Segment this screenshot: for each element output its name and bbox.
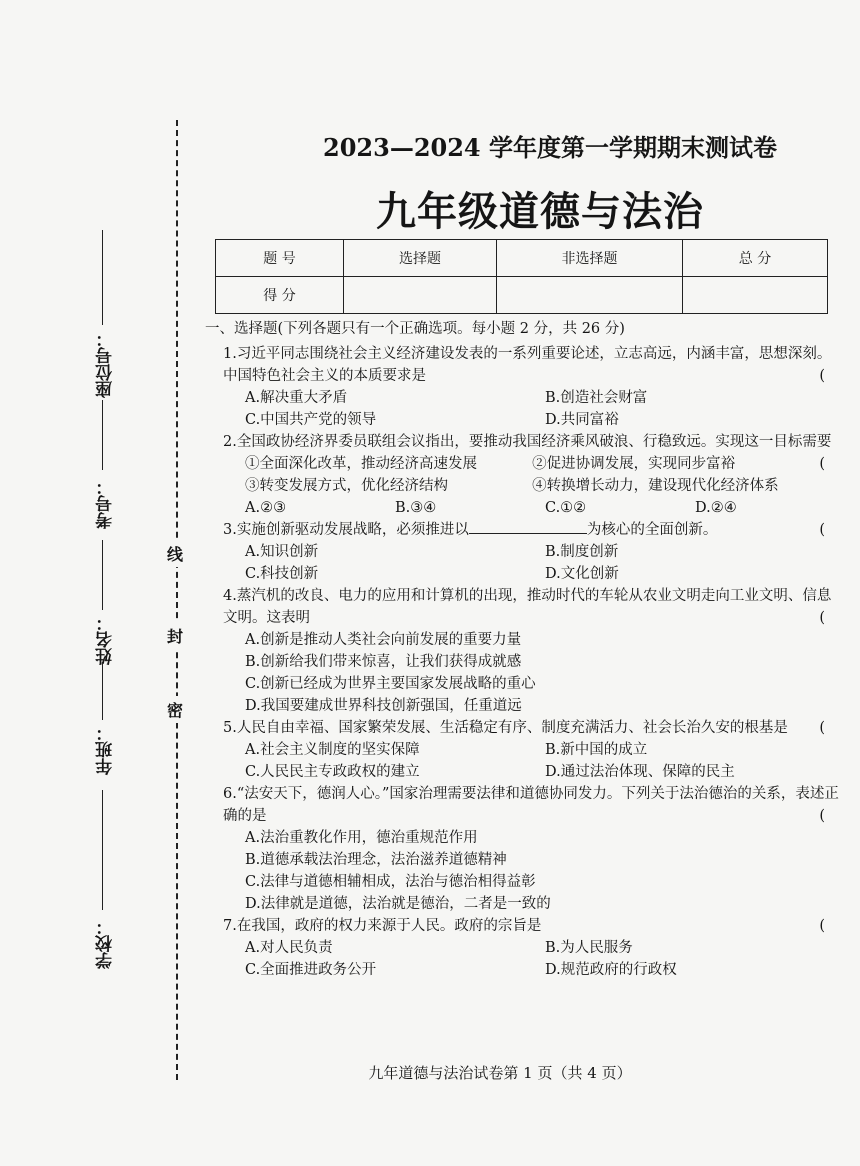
q7-option-c: C.全面推进政务公开 xyxy=(245,962,377,978)
q1-option-a: A.解决重大矛盾 xyxy=(245,390,348,406)
question-6 xyxy=(205,783,845,915)
question-3 xyxy=(205,519,845,585)
q1-option-b: B.创造社会财富 xyxy=(545,390,648,406)
q3-option-a: A.知识创新 xyxy=(245,544,319,560)
q3-stem-pre: 3.实施创新驱动发展战略，必须推进以 xyxy=(223,522,469,538)
score-table-header-row xyxy=(216,240,828,277)
name-line xyxy=(102,540,103,610)
q3-option-b: B.制度创新 xyxy=(545,544,619,560)
q4-stem: 4.蒸汽机的改良、电力的应用和计算机的出现，推动时代的车轮从农业文明走向工业文明、信息文明。这表明 xyxy=(223,588,832,626)
q6-option-c: C.法律与道德相辅相成，法治与德治相得益彰 xyxy=(245,874,536,890)
question-5 xyxy=(205,717,845,783)
q5-stem: 5.人民自由幸福、国家繁荣发展、生活稳定有序、制度充满活力、社会长治久安的根基是 xyxy=(223,720,788,736)
q7-option-d: D.规范政府的行政权 xyxy=(545,962,677,978)
q6-option-a: A.法治重教化作用，德治重规范作用 xyxy=(245,830,478,846)
answer-paren: ( xyxy=(819,808,825,824)
seal-cut-line xyxy=(176,120,178,1080)
q5-option-a: A.社会主义制度的坚实保障 xyxy=(245,742,420,758)
q1-stem: 1.习近平同志围绕社会主义经济建设发表的一系列重要论述，立志高远，内涵丰富，思想深刻。中国特色社会主义的本质要求是 xyxy=(223,346,832,384)
q7-stem: 7.在我国，政府的权力来源于人民。政府的宗旨是 xyxy=(223,918,542,934)
cut-line-char-xian: 线 xyxy=(167,540,183,567)
q4-option-c: C.创新已经成为世界主要国家发展战略的重心 xyxy=(245,676,536,692)
q2-statement-3: ③转变发展方式，优化经济结构 xyxy=(245,478,448,494)
question-1 xyxy=(205,343,845,431)
q2-option-b: B.③④ xyxy=(395,500,437,516)
q3-option-d: D.文化创新 xyxy=(545,566,619,582)
q2-statement-1: ①全面深化改革，推动经济高速发展 xyxy=(245,456,477,472)
score-table-score-row xyxy=(216,277,828,314)
exam-no-label: 考号： xyxy=(96,478,116,529)
answer-paren: ( xyxy=(819,522,825,538)
q1-option-d: D.共同富裕 xyxy=(545,412,619,428)
question-2 xyxy=(205,431,845,519)
class-label: 年班： xyxy=(96,724,116,775)
q2-stem: 2.全国政协经济界委员联组会议指出，要推动我国经济乘风破浪、行稳致远。实现这一目标需要 xyxy=(223,434,832,450)
q3-stem-post: 为核心的全面创新。 xyxy=(586,522,718,538)
class-line xyxy=(102,662,103,720)
score-cell-total[interactable] xyxy=(683,277,828,314)
q7-option-a: A.对人民负责 xyxy=(245,940,333,956)
header-cell-number: 题 号 xyxy=(216,240,344,277)
q2-statement-2: ②促进协调发展，实现同步富裕 xyxy=(532,456,736,472)
header-cell-choice: 选择题 xyxy=(344,240,497,277)
question-7 xyxy=(205,915,845,981)
q1-option-c: C.中国共产党的领导 xyxy=(245,412,377,428)
question-list xyxy=(205,318,845,981)
header-cell-total: 总 分 xyxy=(683,240,828,277)
q5-option-b: B.新中国的成立 xyxy=(545,742,648,758)
answer-paren: ( xyxy=(819,610,825,626)
q6-option-b: B.道德承载法治理念，法治滋养道德精神 xyxy=(245,852,507,868)
q4-option-b: B.创新给我们带来惊喜，让我们获得成就感 xyxy=(245,654,522,670)
q4-option-d: D.我国要建成世界科技创新强国，任重道远 xyxy=(245,698,522,714)
score-cell-choice[interactable] xyxy=(344,277,497,314)
answer-paren: ( xyxy=(819,720,825,736)
q5-option-d: D.通过法治体现、保障的民主 xyxy=(545,764,735,780)
q2-option-a: A.②③ xyxy=(245,500,287,516)
score-cell-label: 得 分 xyxy=(216,277,344,314)
school-label: 学校： xyxy=(96,918,116,969)
q3-option-c: C.科技创新 xyxy=(245,566,319,582)
page-footer: 九年道德与法治试卷第 1 页（共 4 页） xyxy=(368,1064,632,1082)
section-heading: 一、选择题(下列各题只有一个正确选项。每小题 2 分，共 26 分) xyxy=(205,321,625,337)
q6-stem: 6.“法安天下，德润人心。”国家治理需要法律和道德协同发力。下列关于法治德治的关系，表述正确的是 xyxy=(223,786,839,824)
seat-line xyxy=(102,230,103,325)
cut-line-char-feng: 封 xyxy=(167,622,183,649)
cut-line-char-mi: 密 xyxy=(167,696,183,723)
q2-option-c: C.①② xyxy=(545,500,587,516)
name-label: 姓名： xyxy=(96,614,116,665)
q6-option-d: D.法律就是道德，法治就是德治，二者是一致的 xyxy=(245,896,551,912)
q4-option-a: A.创新是推动人类社会向前发展的重要力量 xyxy=(245,632,522,648)
q5-option-c: C.人民民主专政政权的建立 xyxy=(245,764,420,780)
q2-option-d: D.②④ xyxy=(695,500,737,516)
q2-statement-4: ④转换增长动力，建设现代化经济体系 xyxy=(532,478,779,494)
binding-strip xyxy=(85,0,145,1166)
exam-no-line xyxy=(102,400,103,470)
header-cell-nonchoice: 非选择题 xyxy=(497,240,683,277)
answer-paren: ( xyxy=(819,368,825,384)
question-4 xyxy=(205,585,845,717)
subject-title: 九年级道德与法治 xyxy=(376,189,704,235)
answer-paren: ( xyxy=(819,456,825,472)
answer-paren: ( xyxy=(819,918,825,934)
score-cell-nonchoice[interactable] xyxy=(497,277,683,314)
seat-label: 座位号： xyxy=(96,330,116,398)
q7-option-b: B.为人民服务 xyxy=(545,940,633,956)
score-table xyxy=(215,239,828,314)
exam-title: 2023—2024 学年度第一学期期末测试卷 xyxy=(323,133,777,162)
school-line xyxy=(102,790,103,910)
q3-fill-blank[interactable] xyxy=(469,519,587,534)
